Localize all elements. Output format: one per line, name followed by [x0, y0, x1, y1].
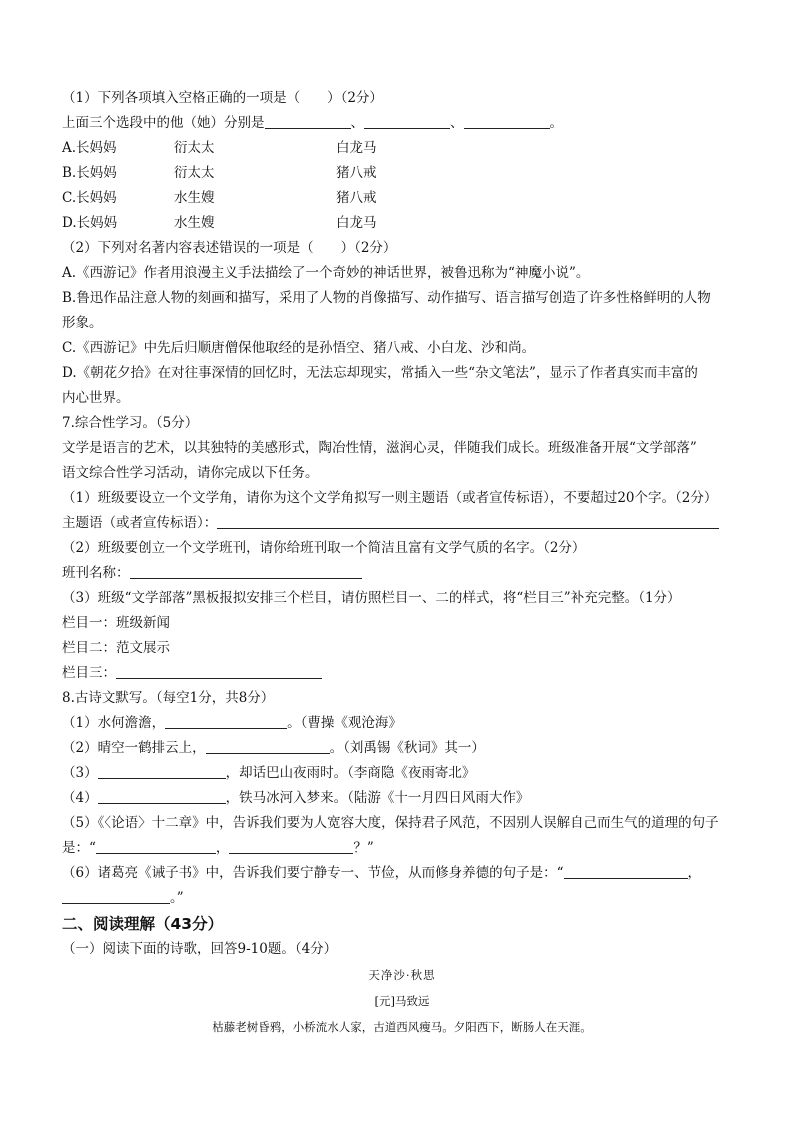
q8-5-blank-1[interactable]: [96, 838, 216, 854]
q8-4-prefix: （4）: [62, 790, 98, 806]
q8-6-blank-2[interactable]: [62, 888, 170, 904]
option-col-1: B.长妈妈: [62, 165, 117, 181]
q6-2-stem: （2）下列对名著内容表述错误的一项是（ ）（2分）: [62, 240, 397, 256]
q8-3-prefix: （3）: [62, 765, 98, 781]
q8-item-5-line1: （5）《〈论语〉十二章》中，告诉我们要为人宽容大度，保持君子风范，不因别人误解自己而生气的道理的句子: [62, 815, 719, 831]
answer-blank-3[interactable]: [464, 113, 550, 129]
q8-6-blank-1[interactable]: [564, 863, 688, 879]
option-c[interactable]: [62, 186, 742, 211]
q6-2-option-c[interactable]: C.《西游记》中先后归顺唐僧保他取经的是孙悟空、猪八戒、小白龙、沙和尚。: [62, 340, 536, 356]
q8-2-suffix: 。（刘禹锡《秋词》其一）: [329, 740, 485, 756]
q8-6-suffix: 。”: [170, 890, 184, 906]
q8-item-3: [62, 761, 742, 786]
separator: 、: [350, 115, 364, 131]
q7-intro-line1: 文学是语言的艺术，以其独特的美感形式，陶冶性情，滋润心灵，伴随我们成长。班级准备开展“文学部落”: [62, 440, 697, 456]
option-col-3: 白龙马: [336, 140, 377, 156]
column-three: [62, 661, 742, 686]
q8-item-6-line2: [62, 886, 742, 911]
option-col-2: 水生嫂: [174, 190, 215, 206]
option-col-1: C.长妈妈: [62, 190, 117, 206]
q6-2-option-b-line2: 形象。: [62, 315, 103, 331]
column-three-blank[interactable]: [116, 663, 322, 679]
q8-item-5-line2: [62, 836, 742, 861]
poem-author: [元]马致远: [374, 994, 430, 1008]
option-col-1: D.长妈妈: [62, 215, 118, 231]
q8-5-comma: ，: [215, 840, 230, 856]
option-col-1: A.长妈妈: [62, 140, 117, 156]
q7-task-2-answer: [62, 561, 742, 586]
q8-5-prefix: 是：“: [62, 840, 96, 856]
column-one: 栏目一：班级新闻: [62, 615, 170, 631]
option-col-3: 猪八戒: [336, 190, 377, 206]
reading-part-one: （一）阅读下面的诗歌，回答9-10题。（4分）: [62, 941, 338, 957]
q8-6-comma: ，: [687, 865, 701, 881]
q7-intro-line2: 语文综合性学习活动，请你完成以下任务。: [62, 465, 319, 481]
q8-6-prefix: （6）诸葛亮《诫子书》中，告诉我们要宁静专一、节俭，从而修身养德的句子是：“: [62, 865, 564, 881]
option-a[interactable]: [62, 136, 742, 161]
q8-4-blank[interactable]: [98, 788, 226, 804]
poem-title: 天净沙·秋思: [368, 968, 436, 982]
q8-5-suffix: ？”: [353, 840, 374, 856]
section-two-heading: 二、阅读理解（43分）: [62, 915, 224, 933]
option-d[interactable]: [62, 211, 742, 236]
exam-page: [62, 86, 742, 1040]
q8-1-blank[interactable]: [165, 713, 287, 729]
q6-2-option-d-line1[interactable]: D.《朝花夕拾》在对往事深情的回忆时，无法忘却现实，常插入一些“杂文笔法”，显示了作者真实而丰富的: [62, 365, 698, 381]
slogan-blank[interactable]: [217, 513, 719, 529]
q8-3-blank[interactable]: [98, 763, 226, 779]
q8-item-1: [62, 711, 742, 736]
prompt-prefix: 上面三个选段中的他（她）分别是: [62, 115, 265, 131]
option-col-2: 水生嫂: [174, 215, 215, 231]
journal-name-blank[interactable]: [130, 563, 362, 579]
q8-3-suffix: ，却话巴山夜雨时。（李商隐《夜雨寄北》: [225, 765, 476, 781]
q8-2-blank[interactable]: [206, 738, 330, 754]
slogan-label: 主题语（或者宣传标语）：: [62, 515, 218, 531]
q7-task-1-answer: [62, 511, 742, 536]
q8-item-2: [62, 736, 742, 761]
answer-blank-1[interactable]: [265, 113, 351, 129]
option-col-2: 衍太太: [174, 165, 215, 181]
option-b[interactable]: [62, 161, 742, 186]
option-col-3: 猪八戒: [336, 165, 377, 181]
answer-blank-2[interactable]: [364, 113, 450, 129]
column-three-label: 栏目三：: [62, 665, 116, 681]
column-two: 栏目二：范文展示: [62, 640, 170, 656]
q8-4-suffix: ，铁马冰河入梦来。（陆游《十一月四日风雨大作》: [225, 790, 530, 806]
q8-title: 8.古诗文默写。（每空1分，共8分）: [62, 690, 275, 706]
q6-2-option-b-line1[interactable]: B.鲁迅作品注意人物的刻画和描写，采用了人物的肖像描写、动作描写、语言描写创造了许多性格鲜明的人物: [62, 290, 711, 306]
option-col-2: 衍太太: [174, 140, 215, 156]
q7-task-1: （1）班级要设立一个文学角，请你为这个文学角拟写一则主题语（或者宣传标语），不要超过20个字。（2分）: [62, 490, 718, 506]
q8-2-prefix: （2）晴空一鹤排云上，: [62, 740, 206, 756]
period: 。: [549, 115, 563, 131]
q8-item-6-line1: [62, 861, 742, 886]
q8-1-suffix: 。（曹操《观沧海》: [287, 715, 402, 731]
q7-task-3: （3）班级“文学部落”黑板报拟安排三个栏目，请仿照栏目一、二的样式，将“栏目三”补充完整。（1分）: [62, 590, 681, 606]
option-col-3: 白龙马: [336, 215, 377, 231]
poem-text: 枯藤老树昏鸦，小桥流水人家，古道西风瘦马。夕阳西下，断肠人在天涯。: [212, 1020, 592, 1034]
separator: 、: [450, 115, 464, 131]
q6-2-option-a[interactable]: A.《西游记》作者用浪漫主义手法描绘了一个奇妙的神话世界，被鲁迅称为“神魔小说”。: [62, 265, 590, 281]
q8-item-4: [62, 786, 742, 811]
q6-1-prompt: [62, 111, 742, 136]
q6-2-option-d-line2: 内心世界。: [62, 390, 130, 406]
q8-1-prefix: （1）水何澹澹，: [62, 715, 166, 731]
q7-task-2: （2）班级要创立一个文学班刊，请你给班刊取一个简洁且富有文学气质的名字。（2分）: [62, 540, 586, 556]
q6-1-stem: （1）下列各项填入空格正确的一项是（ ）（2分）: [62, 90, 383, 106]
q7-title: 7.综合性学习。（5分）: [62, 415, 199, 431]
journal-name-label: 班刊名称：: [62, 565, 130, 581]
q8-5-blank-2[interactable]: [229, 838, 353, 854]
